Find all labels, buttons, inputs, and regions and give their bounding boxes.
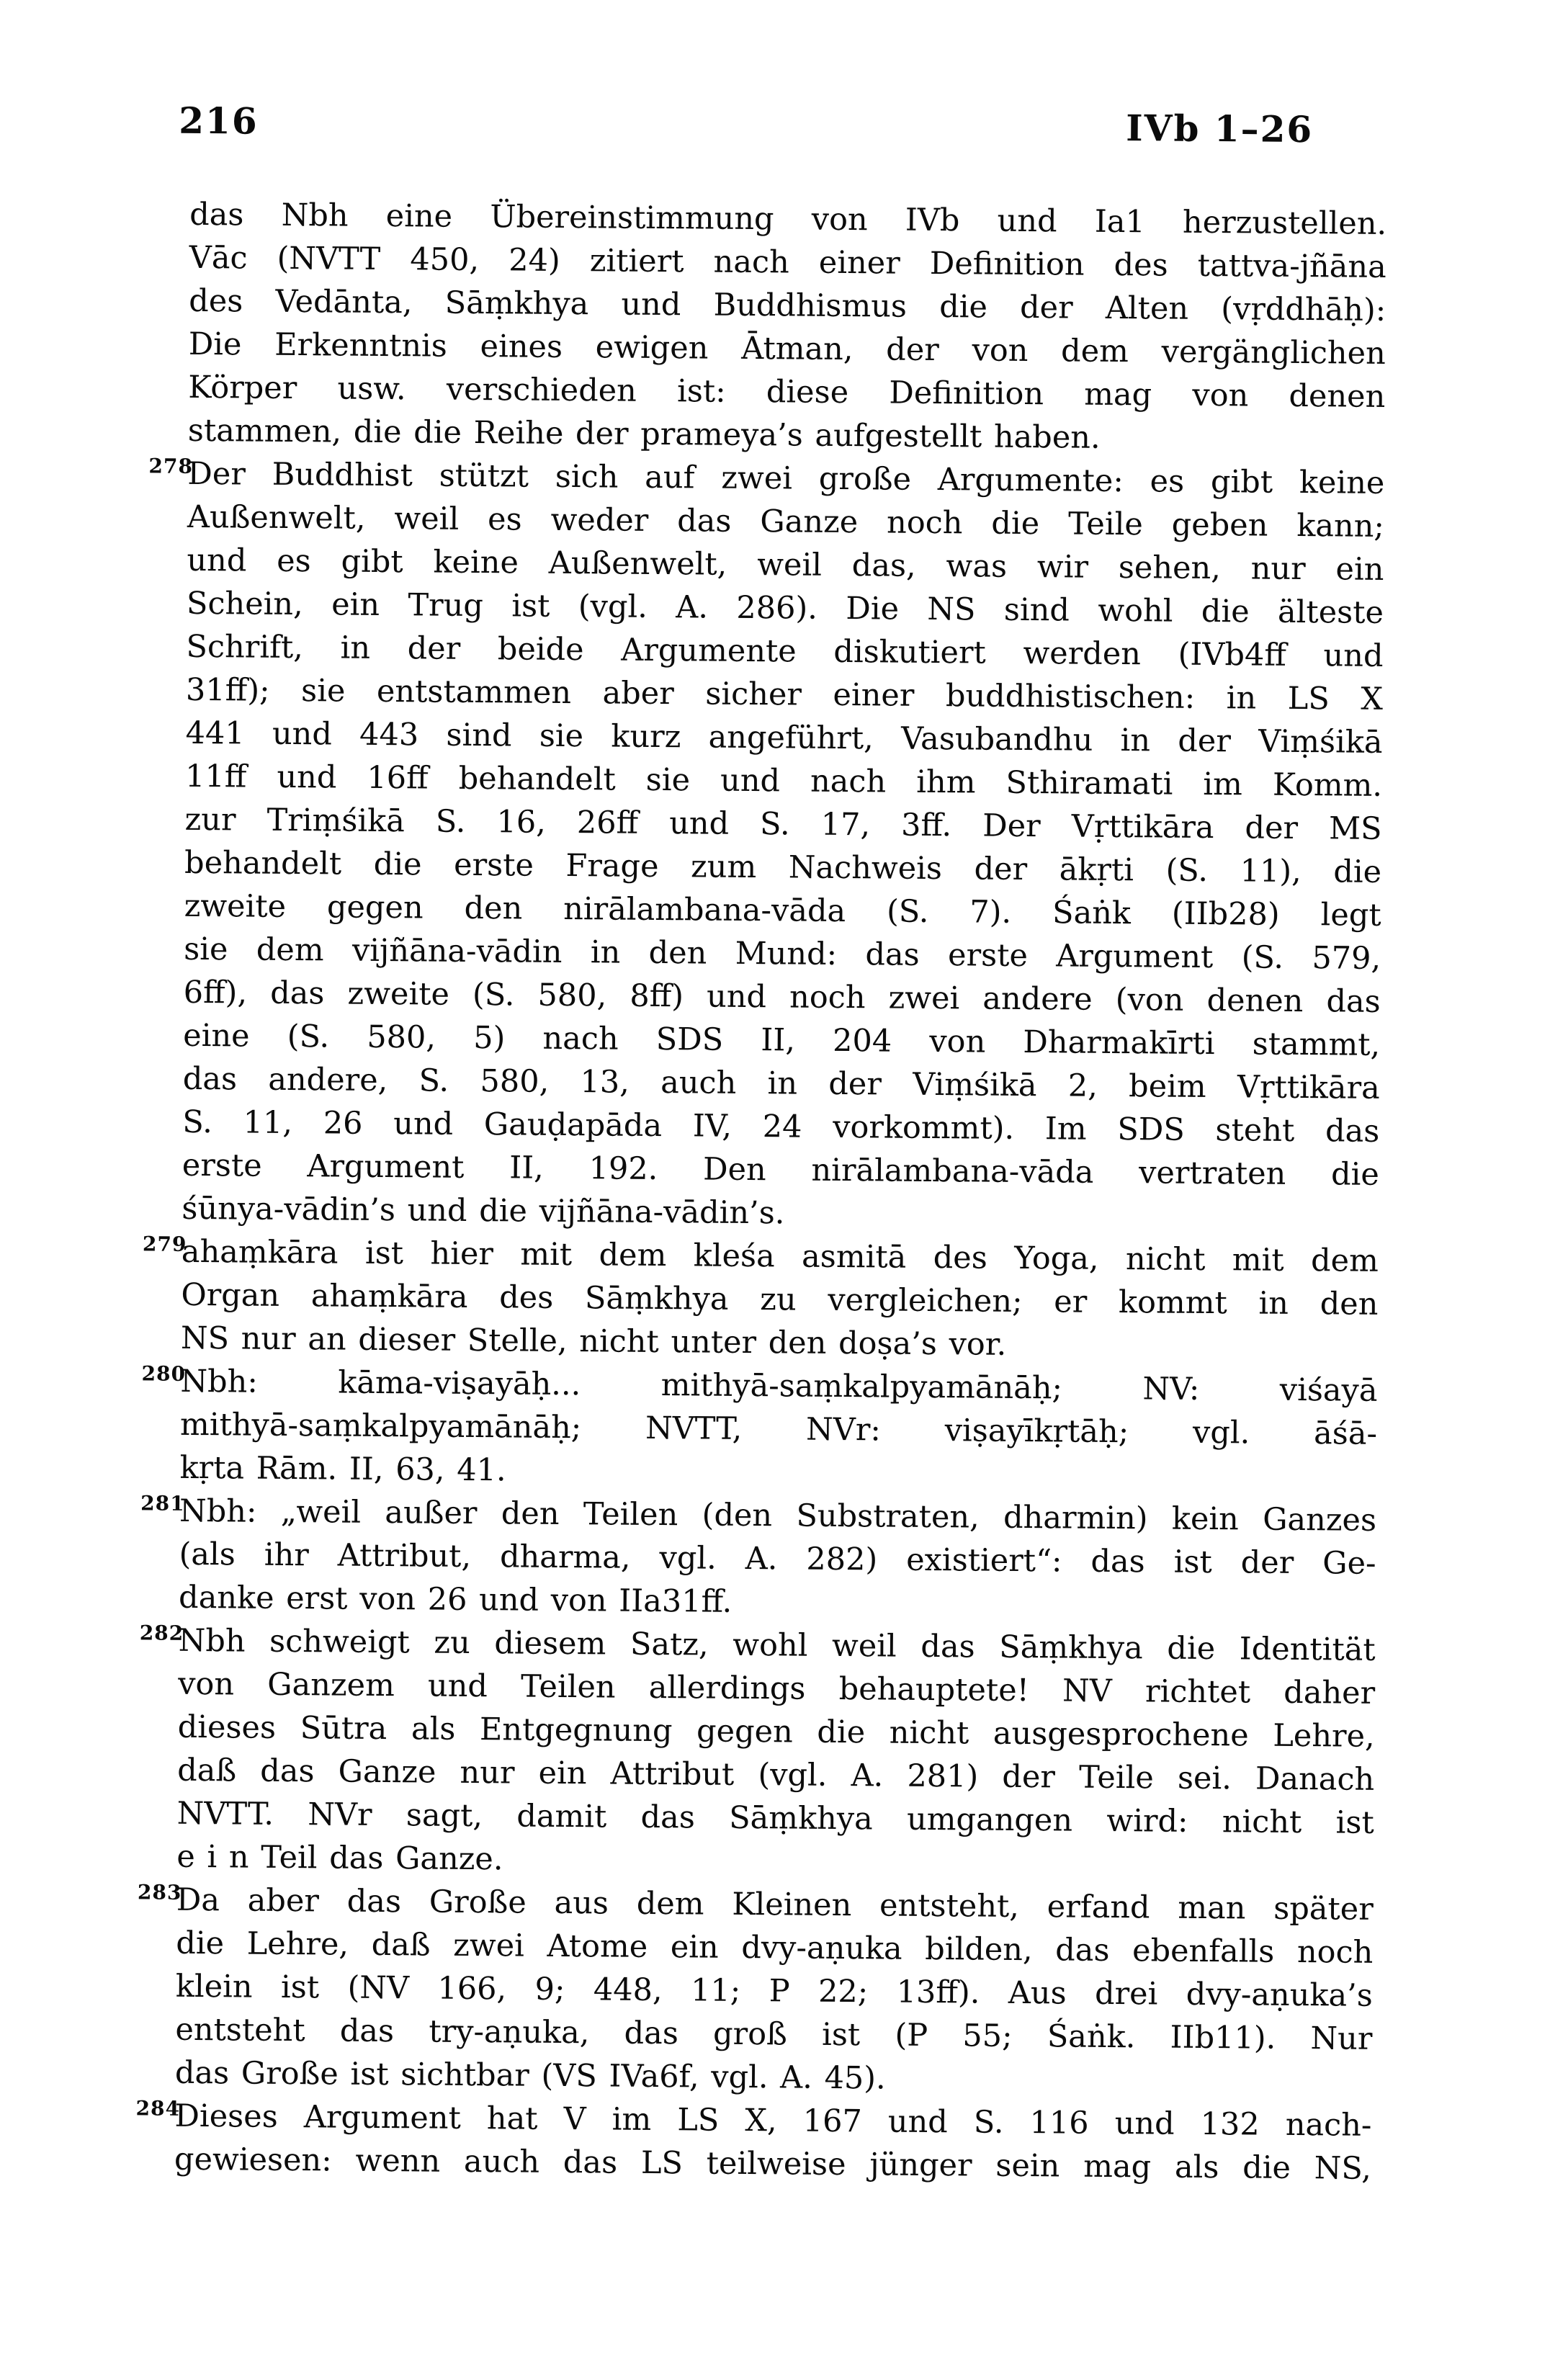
footnote-line: sie dem vijñāna-vādin in den Mund: das erste Argument (S. 579, bbox=[184, 931, 1381, 977]
footnote-marker: 282 bbox=[139, 1621, 184, 1645]
footnote-278 bbox=[148, 452, 1385, 1240]
footnote-line: entsteht das try-aṇuka, das groß ist (P 55; Śaṅk. IIb11). Nur bbox=[175, 2011, 1373, 2057]
footnote-284 bbox=[135, 2095, 1372, 2190]
footnote-line: die Lehre, daß zwei Atome ein dvy-aṇuka bilden, das ebenfalls noch bbox=[176, 1925, 1374, 1971]
paragraph-line: Vāc (NVTT 450, 24) zitiert nach einer Definition des tattva-jñāna bbox=[189, 239, 1386, 285]
footnote-line: gewiesen: wenn auch das LS teilweise jünger sein mag als die NS, bbox=[174, 2141, 1372, 2187]
footnote-line: Nbh: „weil außer den Teilen (den Substraten, dharmin) kein Ganzes bbox=[179, 1492, 1377, 1539]
footnote-line: dieses Sūtra als Entgegnung gegen die nicht ausgesprochene Lehre, bbox=[177, 1709, 1375, 1755]
footnote-marker: 281 bbox=[140, 1491, 185, 1516]
paragraph-line: des Vedānta, Sāṃkhya und Buddhismus die der Alten (vṛddhāḥ): bbox=[189, 282, 1386, 328]
footnote-line: NS nur an dieser Stelle, nicht unter den doṣa’s vor. bbox=[180, 1320, 1007, 1363]
footnote-line: erste Argument II, 192. Den nirālambana-vāda vertraten die bbox=[182, 1147, 1380, 1193]
footnote-line: Schrift, in der beide Argumente diskutiert werden (IVb4ff und bbox=[186, 628, 1384, 674]
footnote-line: Da aber das Große aus dem Kleinen entsteht, erfand man später bbox=[176, 1881, 1374, 1928]
footnote-line: zur Triṃśikā S. 16, 26ff und S. 17, 3ff. Der Vṛttikāra der MS bbox=[184, 801, 1382, 847]
footnote-line: 6ff), das zweite (S. 580, 8ff) und noch zwei andere (von denen das bbox=[183, 974, 1381, 1020]
footnote-line: kṛta Rām. II, 63, 41. bbox=[179, 1449, 506, 1489]
page-number: 216 bbox=[179, 99, 259, 143]
footnote-line: Außenwelt, weil es weder das Ganze noch die Teile geben kann; bbox=[187, 498, 1385, 545]
footnote-line: 441 und 443 sind sie kurz angeführt, Vasubandhu in der Viṃśikā bbox=[185, 715, 1383, 761]
footnote-line: 11ff und 16ff behandelt sie und nach ihm Sthiramati im Komm. bbox=[184, 758, 1383, 804]
paragraph-line: Körper usw. verschieden ist: diese Definition mag von denen bbox=[188, 369, 1386, 415]
footnote-line: eine (S. 580, 5) nach SDS II, 204 von Dharmakīrti stammt, bbox=[183, 1017, 1381, 1063]
footnote-line: danke erst von 26 und von IIa31ff. bbox=[178, 1579, 733, 1620]
footnote-marker: 279 bbox=[142, 1232, 187, 1256]
footnote-marker: 278 bbox=[148, 454, 194, 478]
footnote-281 bbox=[140, 1490, 1377, 1629]
section-reference: IVb 1–26 bbox=[1126, 107, 1314, 151]
footnote-line: S. 11, 26 und Gauḍapāda IV, 24 vorkommt). Im SDS steht das bbox=[182, 1104, 1380, 1150]
text-block bbox=[135, 193, 1387, 2190]
footnote-line: 31ff); sie entstammen aber sicher einer buddhistischen: in LS X bbox=[185, 671, 1384, 717]
footnote-line: das andere, S. 580, 13, auch in der Viṃśikā 2, beim Vṛttikāra bbox=[182, 1060, 1380, 1106]
footnote-line: Nbh: kāma-viṣayāḥ... mithyā-saṃkalpyamānāḥ; NV: viśayā bbox=[180, 1363, 1378, 1409]
footnote-line: Organ ahaṃkāra des Sāṃkhya zu vergleichen; er kommt in den bbox=[181, 1276, 1379, 1322]
footnote-line: Dieses Argument hat V im LS X, 167 und S. 116 und 132 nach- bbox=[174, 2098, 1372, 2144]
footnote-line: Schein, ein Trug ist (vgl. A. 286). Die NS sind wohl die älteste bbox=[186, 585, 1384, 631]
footnote-283 bbox=[137, 1879, 1374, 2104]
footnote-marker: 283 bbox=[137, 1880, 182, 1904]
footnote-marker: 284 bbox=[135, 2096, 181, 2121]
footnote-line: (als ihr Attribut, dharma, vgl. A. 282) existiert“: das ist der Ge- bbox=[179, 1536, 1376, 1582]
footnote-line: Der Buddhist stützt sich auf zwei große Argumente: es gibt keine bbox=[187, 455, 1385, 501]
footnote-line: zweite gegen den nirālambana-vāda (S. 7). Śaṅk (IIb28) legt bbox=[184, 887, 1381, 934]
footnote-line: das Große ist sichtbar (VS IVa6f, vgl. A. 45). bbox=[174, 2054, 886, 2097]
footnote-line: und es gibt keine Außenwelt, weil das, was wir sehen, nur ein bbox=[187, 542, 1384, 588]
paragraph-line: Die Erkenntnis eines ewigen Ātman, der von dem vergänglichen bbox=[188, 326, 1386, 372]
footnote-line: daß das Ganze nur ein Attribut (vgl. A. 281) der Teile sei. Danach bbox=[177, 1752, 1375, 1798]
footnote-line: e i n Teil das Ganze. bbox=[176, 1838, 503, 1878]
footnote-marker: 280 bbox=[141, 1361, 187, 1386]
footnote-279 bbox=[142, 1230, 1379, 1369]
footnote-line: behandelt die erste Frage zum Nachweis der ākṛti (S. 11), die bbox=[184, 844, 1382, 890]
footnote-282 bbox=[139, 1619, 1376, 1888]
footnote-line: NVTT. NVr sagt, damit das Sāṃkhya umgangen wird: nicht ist bbox=[176, 1795, 1374, 1841]
footnote-line: von Ganzem und Teilen allerdings behauptete! NV richtet daher bbox=[178, 1665, 1376, 1711]
footnote-line: mithyā-saṃkalpyamānāḥ; NVTT, NVr: viṣayīkṛtāḥ; vgl. āśā- bbox=[179, 1406, 1378, 1452]
footnote-line: Nbh schweigt zu diesem Satz, wohl weil das Sāṃkhya die Identität bbox=[178, 1622, 1376, 1668]
paragraph-line: stammen, die die Reihe der prameya’s aufgestellt haben. bbox=[187, 412, 1101, 456]
footnote-line: śūnya-vādin’s und die vijñāna-vādin’s. bbox=[182, 1190, 785, 1232]
body-paragraph bbox=[188, 193, 1387, 462]
paragraph-line: das Nbh eine Übereinstimmung von IVb und Ia1 herzustellen. bbox=[189, 196, 1387, 242]
footnote-line: klein ist (NV 166, 9; 448, 11; P 22; 13ff). Aus drei dvy-aṇuka’s bbox=[175, 1968, 1374, 2014]
footnote-280 bbox=[141, 1360, 1378, 1499]
footnote-line: ahaṃkāra ist hier mit dem kleśa asmitā des Yoga, nicht mit dem bbox=[181, 1233, 1379, 1279]
running-header bbox=[179, 99, 1313, 151]
